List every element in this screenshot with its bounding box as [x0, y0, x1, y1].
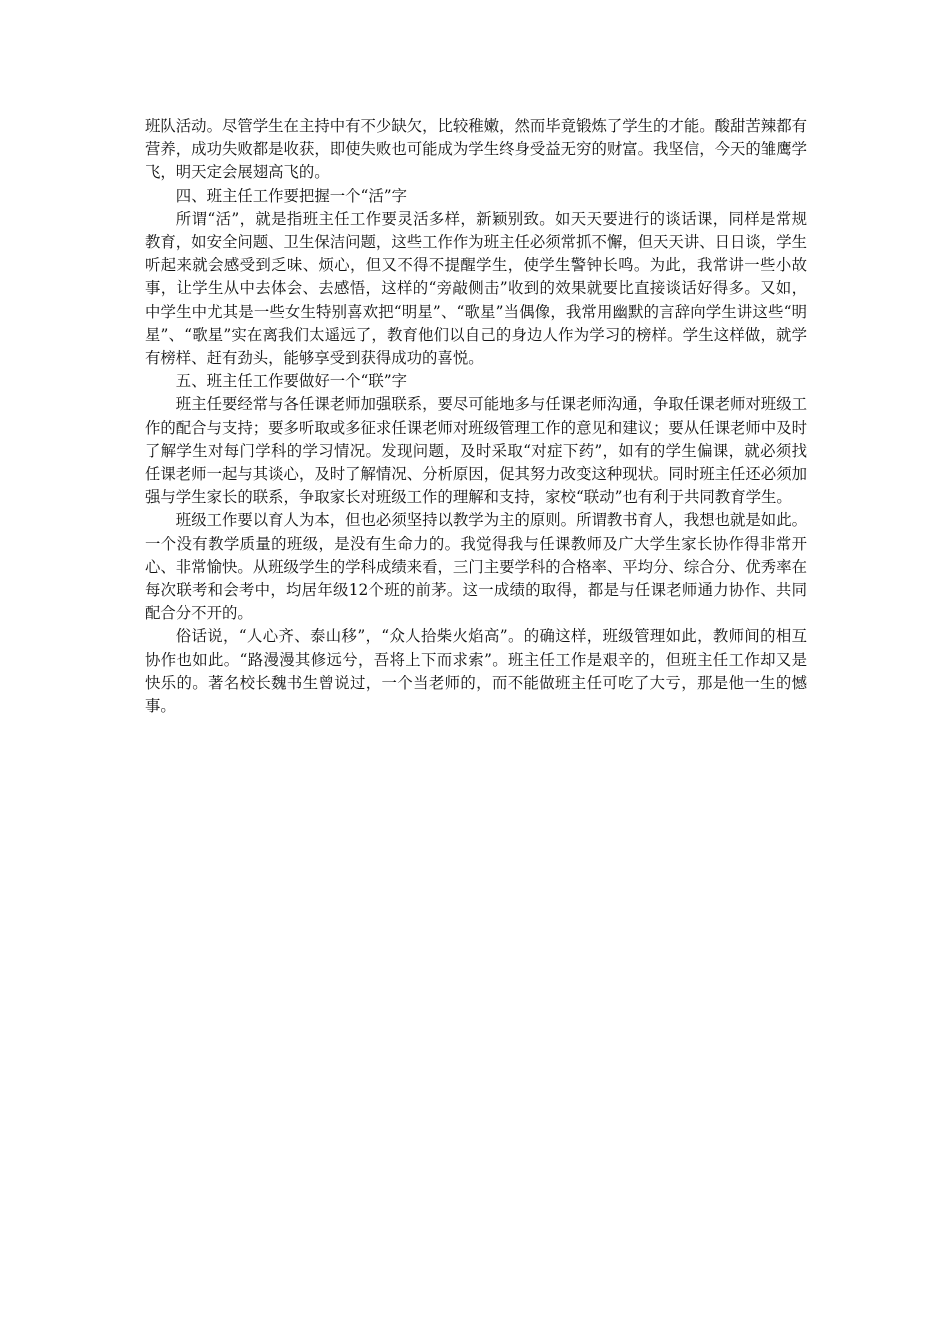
paragraph: 所谓“活”，就是指班主任工作要灵活多样，新颖别致。如天天要进行的谈话课，同样是常规教育，如安全问题、卫生保洁问题，这些工作作为班主任必须常抓不懈，但天天讲、日日谈，学生听起来就会感受到乏味、烦心，但又不得不提醒学生，使学生警钟长鸣。为此，我常讲一些小故事，让学生从中去体会、去感悟，这样的“旁敲侧击”收到的效果就要比直接谈话好得多。又如，中学生中尤其是一些女生特别喜欢把“明星”、“歌星”当偶像，我常用幽默的言辞向学生讲这些“明星”、“歌星”实在离我们太遥远了，教育他们以自己的身边人作为学习的榜样。学生这样做，就学有榜样、赶有劲头，能够享受到获得成功的喜悦。	[145, 209, 807, 368]
paragraph-continuation: 班队活动。尽管学生在主持中有不少缺欠，比较稚嫩，然而毕竟锻炼了学生的才能。酸甜苦辣都有营养，成功失败都是收获，即使失败也可能成为学生终身受益无穷的财富。我坚信，今天的雏鹰学飞，明天定会展翅高飞的。	[145, 117, 807, 182]
section-heading-5: 五、班主任工作要做好一个“联”字	[175, 372, 408, 391]
paragraph: 班级工作要以育人为本，但也必须坚持以教学为主的原则。所谓教书育人，我想也就是如此。一个没有教学质量的班级，是没有生命力的。我觉得我与任课教师及广大学生家长协作得非常开心、非常愉快。从班级学生的学科成绩来看，三门主要学科的合格率、平均分、综合分、优秀率在每次联考和会考中，均居年级12个班的前茅。这一成绩的取得，都是与任课老师通力协作、共同配合分不开的。	[145, 511, 807, 623]
document-body	[145, 115, 807, 718]
paragraph: 班主任要经常与各任课老师加强联系，要尽可能地多与任课老师沟通，争取任课老师对班级工作的配合与支持；要多听取或多征求任课老师对班级管理工作的意见和建议；要从任课老师中及时了解学生对每门学科的学习情况。发现问题，及时采取“对症下药”，如有的学生偏课，就必须找任课老师一起与其谈心，及时了解情况、分析原因，促其努力改变这种现状。同时班主任还必须加强与学生家长的联系，争取家长对班级工作的理解和支持，家校“联动”也有利于共同教育学生。	[145, 395, 807, 507]
paragraph: 俗话说，“人心齐、泰山移”，“众人拾柴火焰高”。的确这样，班级管理如此，教师间的相互协作也如此。“路漫漫其修远兮，吾将上下而求索”。班主任工作是艰辛的，但班主任工作却又是快乐的。著名校长魏书生曾说过，一个当老师的，而不能做班主任可吃了大亏，那是他一生的憾事。	[145, 627, 807, 716]
section-heading-4: 四、班主任工作要把握一个“活”字	[175, 186, 408, 205]
